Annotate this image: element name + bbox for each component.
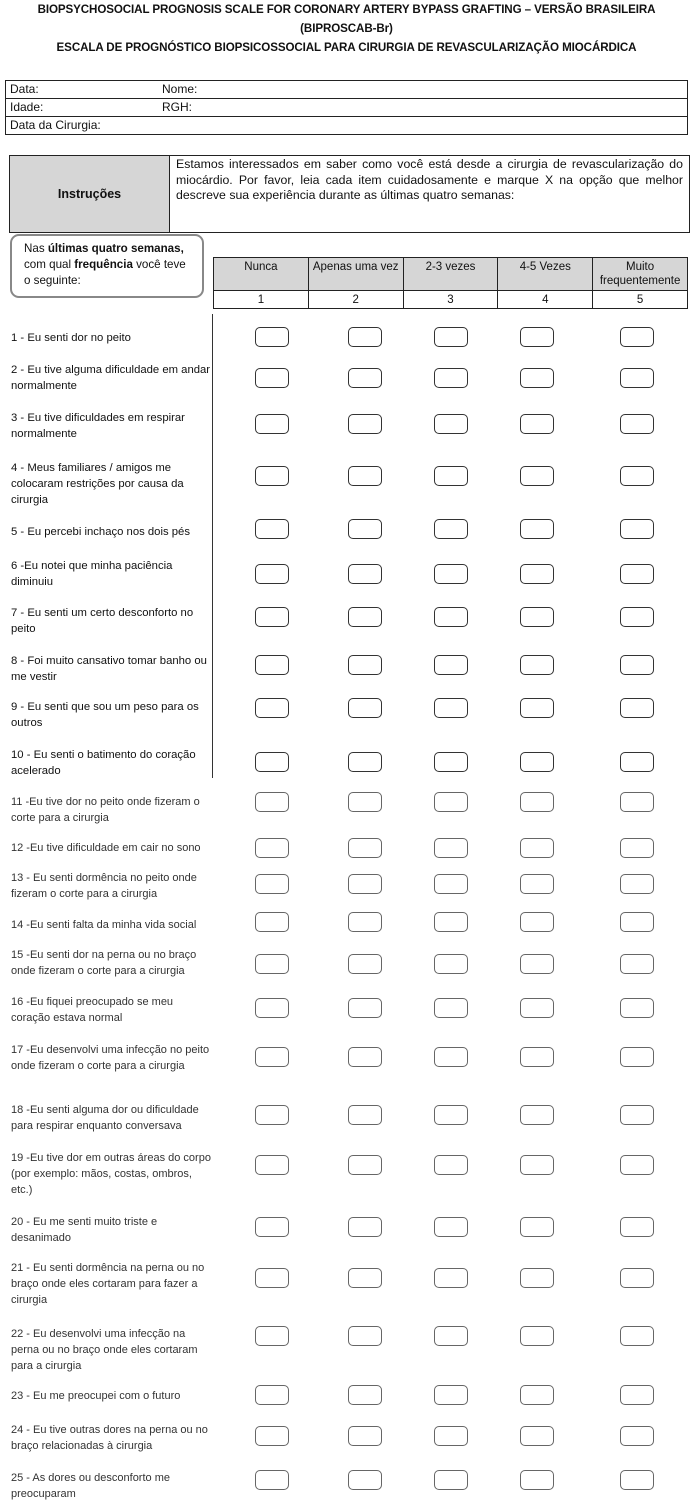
answer-checkbox-12-1[interactable] (255, 838, 289, 858)
answer-checkbox-24-3[interactable] (434, 1426, 468, 1446)
answer-checkbox-19-1[interactable] (255, 1155, 289, 1175)
question-item-4: 4 - Meus familiares / amigos me colocaram restrições por causa da cirurgia (11, 462, 184, 506)
answer-checkbox-17-2[interactable] (348, 1047, 382, 1067)
intro-text-1: Nas (24, 242, 48, 255)
answer-checkbox-7-2[interactable] (348, 607, 382, 627)
answer-checkbox-8-3[interactable] (434, 655, 468, 675)
rgh-label: RGH: (162, 100, 192, 114)
answer-checkbox-18-4[interactable] (520, 1105, 554, 1125)
instructions-heading: Instruções (10, 156, 170, 232)
answer-checkbox-12-3[interactable] (434, 838, 468, 858)
question-item-15: 15 -Eu senti dor na perna ou no braço onde fizeram o corte para a cirurgia (11, 949, 197, 977)
answer-checkbox-16-3[interactable] (434, 998, 468, 1018)
answer-checkbox-15-1[interactable] (255, 954, 289, 974)
answer-checkbox-10-4[interactable] (520, 752, 554, 772)
answer-checkbox-6-1[interactable] (255, 564, 289, 584)
scale-label-1: Nunca (214, 258, 309, 291)
answer-checkbox-22-1[interactable] (255, 1326, 289, 1346)
intro-bold-frequency: frequência (74, 258, 133, 271)
answer-checkbox-25-2[interactable] (348, 1470, 382, 1490)
answer-checkbox-2-4[interactable] (520, 368, 554, 388)
answer-checkbox-22-2[interactable] (348, 1326, 382, 1346)
answer-checkbox-20-3[interactable] (434, 1217, 468, 1237)
age-field[interactable] (6, 99, 688, 117)
answer-checkbox-21-3[interactable] (434, 1268, 468, 1288)
answer-checkbox-3-1[interactable] (255, 414, 289, 434)
answer-checkbox-21-4[interactable] (520, 1268, 554, 1288)
age-label: Idade: (10, 100, 44, 114)
answer-checkbox-10-3[interactable] (434, 752, 468, 772)
answer-checkbox-21-2[interactable] (348, 1268, 382, 1288)
item-column-divider (212, 314, 213, 778)
answer-checkbox-14-3[interactable] (434, 912, 468, 932)
answer-checkbox-15-5[interactable] (620, 954, 654, 974)
question-item-11: 11 -Eu tive dor no peito onde fizeram o corte para a cirurgia (11, 796, 200, 824)
answer-checkbox-22-3[interactable] (434, 1326, 468, 1346)
answer-checkbox-5-5[interactable] (620, 519, 654, 539)
question-item-8: 8 - Foi muito cansativo tomar banho ou me vestir (11, 655, 207, 683)
answer-checkbox-20-2[interactable] (348, 1217, 382, 1237)
answer-checkbox-10-1[interactable] (255, 752, 289, 772)
question-item-21: 21 - Eu senti dormência na perna ou no braço onde eles cortaram para fazer a cirurgia (11, 1262, 205, 1306)
scale-label-4: 4-5 Vezes (498, 258, 593, 291)
intro-text-2: com qual (24, 258, 75, 271)
answer-checkbox-25-1[interactable] (255, 1470, 289, 1490)
question-item-5: 5 - Eu percebi inchaço nos dois pés (11, 526, 190, 538)
answer-checkbox-18-3[interactable] (434, 1105, 468, 1125)
answer-checkbox-3-3[interactable] (434, 414, 468, 434)
date-label: Data: (10, 82, 39, 96)
answer-checkbox-23-4[interactable] (520, 1385, 554, 1405)
answer-checkbox-8-5[interactable] (620, 655, 654, 675)
scale-label-3: 2-3 vezes (403, 258, 498, 291)
surgery-date-field[interactable] (6, 117, 688, 135)
question-intro-box (10, 234, 204, 298)
answer-checkbox-16-2[interactable] (348, 998, 382, 1018)
answer-checkbox-14-4[interactable] (520, 912, 554, 932)
question-item-6: 6 -Eu notei que minha paciência diminuiu (11, 560, 173, 588)
answer-checkbox-23-1[interactable] (255, 1385, 289, 1405)
answer-checkbox-11-5[interactable] (620, 792, 654, 812)
answer-checkbox-17-4[interactable] (520, 1047, 554, 1067)
scale-label-2: Apenas uma vez (308, 258, 403, 291)
answer-checkbox-11-2[interactable] (348, 792, 382, 812)
answer-checkbox-19-2[interactable] (348, 1155, 382, 1175)
answer-checkbox-9-1[interactable] (255, 698, 289, 718)
answer-checkbox-2-2[interactable] (348, 368, 382, 388)
answer-checkbox-4-5[interactable] (620, 466, 654, 486)
question-item-3: 3 - Eu tive dificuldades em respirar normalmente (11, 412, 185, 440)
answer-checkbox-17-5[interactable] (620, 1047, 654, 1067)
answer-checkbox-13-5[interactable] (620, 874, 654, 894)
question-item-12: 12 -Eu tive dificuldade em cair no sono (11, 842, 201, 854)
question-item-25: 25 - As dores ou desconforto me preocuparam (11, 1472, 170, 1500)
answer-checkbox-10-5[interactable] (620, 752, 654, 772)
scale-number-1: 1 (214, 291, 309, 309)
answer-checkbox-18-1[interactable] (255, 1105, 289, 1125)
answer-checkbox-1-1[interactable] (255, 327, 289, 347)
answer-checkbox-8-4[interactable] (520, 655, 554, 675)
answer-checkbox-23-3[interactable] (434, 1385, 468, 1405)
answer-checkbox-2-1[interactable] (255, 368, 289, 388)
answer-checkbox-5-4[interactable] (520, 519, 554, 539)
answer-checkbox-5-3[interactable] (434, 519, 468, 539)
answer-checkbox-13-3[interactable] (434, 874, 468, 894)
question-item-16: 16 -Eu fiquei preocupado se meu coração estava normal (11, 996, 174, 1024)
answer-checkbox-3-2[interactable] (348, 414, 382, 434)
question-item-2: 2 - Eu tive alguma dificuldade em andar normalmente (11, 364, 211, 392)
answer-checkbox-20-4[interactable] (520, 1217, 554, 1237)
answer-checkbox-4-2[interactable] (348, 466, 382, 486)
answer-checkbox-24-4[interactable] (520, 1426, 554, 1446)
question-item-23: 23 - Eu me preocupei com o futuro (11, 1390, 181, 1402)
answer-checkbox-2-5[interactable] (620, 368, 654, 388)
answer-checkbox-11-1[interactable] (255, 792, 289, 812)
answer-checkbox-14-1[interactable] (255, 912, 289, 932)
answer-checkbox-1-4[interactable] (520, 327, 554, 347)
question-item-1: 1 - Eu senti dor no peito (11, 332, 131, 344)
scale-number-2: 2 (308, 291, 403, 309)
answer-checkbox-15-4[interactable] (520, 954, 554, 974)
question-item-9: 9 - Eu senti que sou um peso para os outros (11, 701, 199, 729)
answer-checkbox-12-5[interactable] (620, 838, 654, 858)
answer-checkbox-9-5[interactable] (620, 698, 654, 718)
intro-bold-period: últimas quatro semanas, (47, 242, 184, 255)
answer-checkbox-15-2[interactable] (348, 954, 382, 974)
answer-checkbox-16-1[interactable] (255, 998, 289, 1018)
answer-checkbox-11-3[interactable] (434, 792, 468, 812)
answer-checkbox-8-2[interactable] (348, 655, 382, 675)
form-acronym: (BIPROSCAB-Br) (300, 22, 393, 35)
surgery-date-label: Data da Cirurgia: (10, 118, 101, 132)
answer-checkbox-16-4[interactable] (520, 998, 554, 1018)
answer-checkbox-7-3[interactable] (434, 607, 468, 627)
scale-number-5: 5 (593, 291, 688, 309)
answer-checkbox-6-4[interactable] (520, 564, 554, 584)
answer-checkbox-17-3[interactable] (434, 1047, 468, 1067)
instructions-text: Estamos interessados em saber como você está desde a cirurgia de revascularização do miocárdio. Por favor, leia cada item cuidadosamente e marque X na opção que melhor descreve sua experiência durante as últimas quatro semanas: (176, 157, 683, 202)
answer-checkbox-9-3[interactable] (434, 698, 468, 718)
answer-checkbox-17-1[interactable] (255, 1047, 289, 1067)
answer-checkbox-18-5[interactable] (620, 1105, 654, 1125)
scale-label-5: Muito frequentemente (593, 258, 688, 291)
answer-checkbox-25-4[interactable] (520, 1470, 554, 1490)
answer-checkbox-9-2[interactable] (348, 698, 382, 718)
scale-number-3: 3 (403, 291, 498, 309)
answer-checkbox-8-1[interactable] (255, 655, 289, 675)
answer-checkbox-23-2[interactable] (348, 1385, 382, 1405)
answer-checkbox-15-3[interactable] (434, 954, 468, 974)
answer-checkbox-24-2[interactable] (348, 1426, 382, 1446)
scale-number-4: 4 (498, 291, 593, 309)
answer-checkbox-6-5[interactable] (620, 564, 654, 584)
answer-checkbox-4-3[interactable] (434, 466, 468, 486)
answer-checkbox-1-3[interactable] (434, 327, 468, 347)
answer-checkbox-19-3[interactable] (434, 1155, 468, 1175)
question-item-22: 22 - Eu desenvolvi uma infecção na perna ou no braço onde eles cortaram para a cirurgia (11, 1328, 198, 1372)
question-item-17: 17 -Eu desenvolvi uma infecção no peito onde fizeram o corte para a cirurgia (11, 1044, 210, 1072)
question-item-18: 18 -Eu senti alguma dor ou dificuldade para respirar enquanto conversava (11, 1104, 199, 1132)
question-item-20: 20 - Eu me senti muito triste e desanimado (11, 1216, 158, 1244)
answer-checkbox-24-1[interactable] (255, 1426, 289, 1446)
answer-checkbox-3-5[interactable] (620, 414, 654, 434)
answer-checkbox-22-4[interactable] (520, 1326, 554, 1346)
answer-checkbox-19-5[interactable] (620, 1155, 654, 1175)
answer-checkbox-13-4[interactable] (520, 874, 554, 894)
answer-checkbox-4-1[interactable] (255, 466, 289, 486)
answer-checkbox-13-2[interactable] (348, 874, 382, 894)
answer-checkbox-3-4[interactable] (520, 414, 554, 434)
answer-checkbox-21-1[interactable] (255, 1268, 289, 1288)
answer-checkbox-20-1[interactable] (255, 1217, 289, 1237)
answer-checkbox-12-4[interactable] (520, 838, 554, 858)
answer-checkbox-5-1[interactable] (255, 519, 289, 539)
form-subtitle: ESCALA DE PROGNÓSTICO BIOPSICOSSOCIAL PARA CIRURGIA DE REVASCULARIZAÇÃO MIOCÁRDICA (56, 41, 637, 54)
patient-info-table (5, 80, 688, 135)
scale-header (213, 257, 688, 309)
question-item-13: 13 - Eu senti dormência no peito onde fizeram o corte para a cirurgia (11, 872, 197, 900)
answer-checkbox-7-1[interactable] (255, 607, 289, 627)
answer-checkbox-7-5[interactable] (620, 607, 654, 627)
answer-checkbox-14-5[interactable] (620, 912, 654, 932)
answer-checkbox-21-5[interactable] (620, 1268, 654, 1288)
answer-checkbox-7-4[interactable] (520, 607, 554, 627)
question-item-24: 24 - Eu tive outras dores na perna ou no braço relacionadas à cirurgia (11, 1424, 208, 1452)
answer-checkbox-20-5[interactable] (620, 1217, 654, 1237)
answer-checkbox-10-2[interactable] (348, 752, 382, 772)
answer-checkbox-22-5[interactable] (620, 1326, 654, 1346)
answer-checkbox-12-2[interactable] (348, 838, 382, 858)
name-label: Nome: (162, 82, 198, 96)
answer-checkbox-19-4[interactable] (520, 1155, 554, 1175)
answer-checkbox-6-3[interactable] (434, 564, 468, 584)
instructions-box (9, 155, 690, 233)
form-title: BIOPSYCHOSOCIAL PROGNOSIS SCALE FOR CORONARY ARTERY BYPASS GRAFTING – VERSÃO BRASILEIRA (37, 3, 656, 16)
answer-checkbox-13-1[interactable] (255, 874, 289, 894)
intro-text-3: você teve o seguinte: (24, 258, 186, 287)
answer-checkbox-25-5[interactable] (620, 1470, 654, 1490)
question-item-14: 14 -Eu senti falta da minha vida social (11, 919, 197, 931)
answer-checkbox-4-4[interactable] (520, 466, 554, 486)
answer-checkbox-1-5[interactable] (620, 327, 654, 347)
answer-checkbox-16-5[interactable] (620, 998, 654, 1018)
answer-checkbox-1-2[interactable] (348, 327, 382, 347)
date-field[interactable] (6, 81, 688, 99)
question-item-10: 10 - Eu senti o batimento do coração acelerado (11, 749, 196, 777)
question-item-19: 19 -Eu tive dor em outras áreas do corpo (por exemplo: mãos, costas, ombros, etc.) (11, 1152, 211, 1196)
answer-checkbox-6-2[interactable] (348, 564, 382, 584)
answer-checkbox-18-2[interactable] (348, 1105, 382, 1125)
answer-checkbox-2-3[interactable] (434, 368, 468, 388)
answer-checkbox-9-4[interactable] (520, 698, 554, 718)
answer-checkbox-23-5[interactable] (620, 1385, 654, 1405)
answer-checkbox-5-2[interactable] (348, 519, 382, 539)
answer-checkbox-25-3[interactable] (434, 1470, 468, 1490)
answer-checkbox-11-4[interactable] (520, 792, 554, 812)
answer-checkbox-14-2[interactable] (348, 912, 382, 932)
answer-checkbox-24-5[interactable] (620, 1426, 654, 1446)
question-item-7: 7 - Eu senti um certo desconforto no peito (11, 607, 194, 635)
